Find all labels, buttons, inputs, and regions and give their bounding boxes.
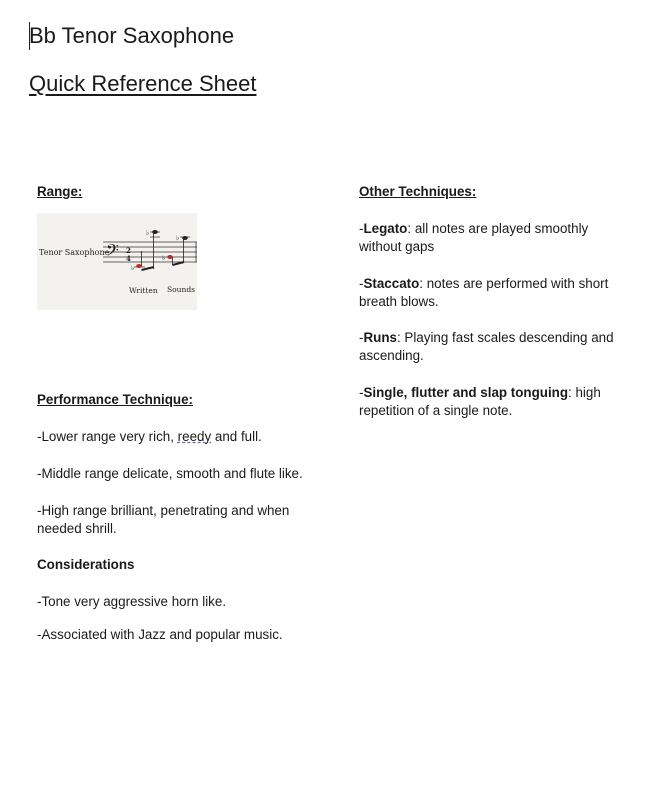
left-column: [37, 183, 327, 201]
svg-text:♭: ♭: [131, 265, 135, 272]
right-column: [359, 183, 627, 201]
document-subtitle: Quick Reference Sheet: [29, 71, 257, 96]
written-high-note: [146, 229, 160, 269]
figure-sounds-label: Sounds: [167, 285, 195, 294]
performance-item-middle: -Middle range delicate, smooth and flute like.: [37, 466, 303, 481]
technique-item-runs: -Runs: Playing fast scales descending and ascending.: [359, 330, 614, 363]
svg-text:♭: ♭: [176, 235, 180, 242]
other-techniques-heading: Other Techniques:: [359, 184, 477, 199]
spellcheck-flagged-word: reedy: [177, 429, 212, 444]
sounding-high-note: [176, 234, 190, 263]
performance-heading: Performance Technique:: [37, 392, 194, 407]
bass-clef-icon: 𝄢: [106, 240, 119, 264]
performance-item-lower: -Lower range very rich, reedy and full.: [37, 429, 262, 444]
performance-item-high: -High range brilliant, penetrating and when needed shrill.: [37, 503, 290, 536]
figure-instrument-label: Tenor Saxophone: [39, 248, 110, 257]
svg-text:♭: ♭: [162, 255, 166, 262]
technique-item-staccato: -Staccato: notes are performed with short breath blows.: [359, 276, 609, 309]
technique-item-legato: -Legato: all notes are played smoothly without gaps: [359, 221, 589, 254]
svg-text:♭: ♭: [146, 230, 150, 237]
considerations-item-tone: -Tone very aggressive horn like.: [37, 594, 227, 609]
technique-item-tonguing: -Single, flutter and slap tonguing: high repetition of a single note.: [359, 385, 601, 418]
sounding-low-note: [162, 254, 173, 265]
considerations-heading: Considerations: [37, 557, 135, 572]
range-notation-image: [37, 213, 197, 310]
considerations-item-associated: -Associated with Jazz and popular music.: [37, 627, 283, 642]
time-signature-top: 2: [126, 246, 131, 255]
range-heading: Range:: [37, 184, 83, 199]
figure-written-label: Written: [129, 286, 158, 295]
time-signature-bottom: 4: [126, 254, 131, 263]
document-title: Bb Tenor Saxophone: [29, 23, 235, 48]
